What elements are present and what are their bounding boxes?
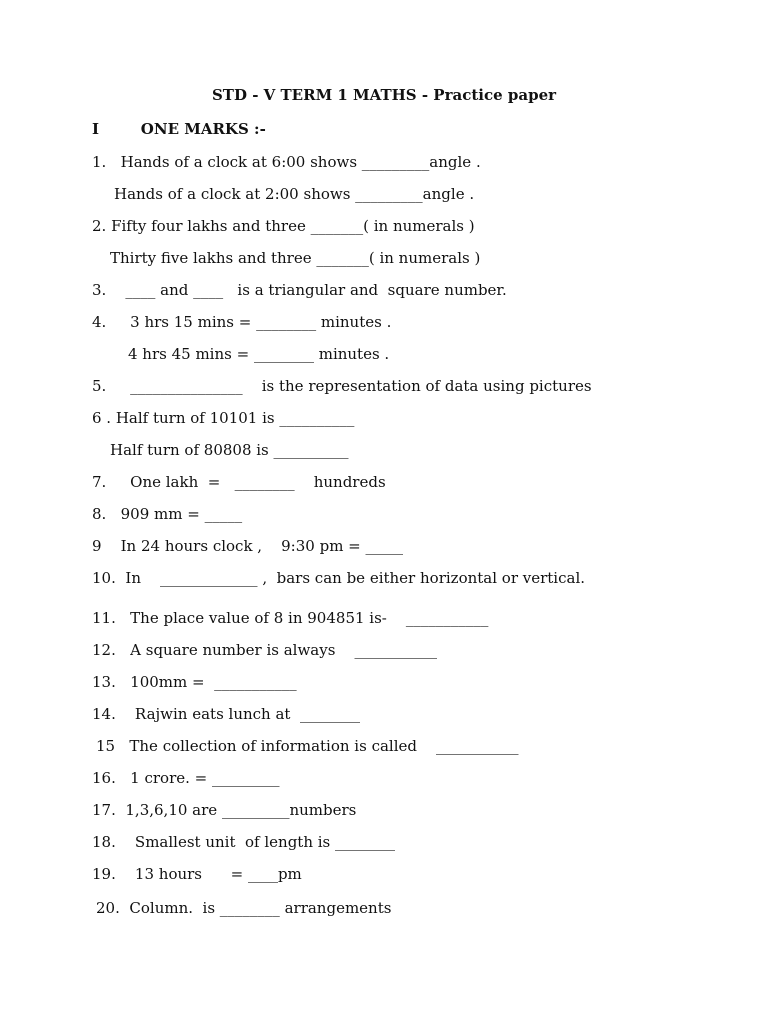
question-line-16: 16. 1 crore. = _________ bbox=[92, 769, 280, 787]
question-line-2b: Thirty five lakhs and three _______( in numerals ) bbox=[110, 249, 481, 267]
section-heading: I ONE MARKS :- bbox=[92, 120, 266, 138]
question-line-8: 8. 909 mm = _____ bbox=[92, 505, 243, 523]
page-title: STD - V TERM 1 MATHS - Practice paper bbox=[211, 86, 557, 104]
question-line-2a: 2. Fifty four lakhs and three _______( in numerals ) bbox=[92, 217, 475, 235]
question-line-14: 14. Rajwin eats lunch at ________ bbox=[92, 705, 360, 723]
question-line-11: 11. The place value of 8 in 904851 is- ___________ bbox=[92, 609, 489, 627]
question-line-20: 20. Column. is ________ arrangements bbox=[96, 899, 392, 917]
question-line-4b: 4 hrs 45 mins = ________ minutes . bbox=[128, 345, 390, 363]
question-line-3: 3. ____ and ____ is a triangular and square number. bbox=[92, 281, 507, 299]
question-line-5: 5. _______________ is the representation of data using pictures bbox=[92, 377, 592, 395]
question-line-6b: Half turn of 80808 is __________ bbox=[110, 441, 349, 459]
question-line-9: 9 In 24 hours clock , 9:30 pm = _____ bbox=[92, 537, 404, 555]
question-line-12: 12. A square number is always ___________ bbox=[92, 641, 437, 659]
question-line-1a: 1. Hands of a clock at 6:00 shows _________angle . bbox=[92, 153, 481, 171]
question-line-13: 13. 100mm = ___________ bbox=[92, 673, 297, 691]
question-line-7: 7. One lakh = ________ hundreds bbox=[92, 473, 386, 491]
question-line-17: 17. 1,3,6,10 are _________numbers bbox=[92, 801, 357, 819]
question-line-6a: 6 . Half turn of 10101 is __________ bbox=[92, 409, 355, 427]
question-line-1b: Hands of a clock at 2:00 shows _________angle . bbox=[114, 185, 475, 203]
question-line-4a: 4. 3 hrs 15 mins = ________ minutes . bbox=[92, 313, 392, 331]
question-line-15: 15 The collection of information is called ___________ bbox=[96, 737, 519, 755]
question-line-19: 19. 13 hours = ____pm bbox=[92, 865, 302, 883]
question-line-18: 18. Smallest unit of length is ________ bbox=[92, 833, 396, 851]
question-line-10: 10. In _____________ , bars can be either horizontal or vertical. bbox=[92, 569, 586, 587]
